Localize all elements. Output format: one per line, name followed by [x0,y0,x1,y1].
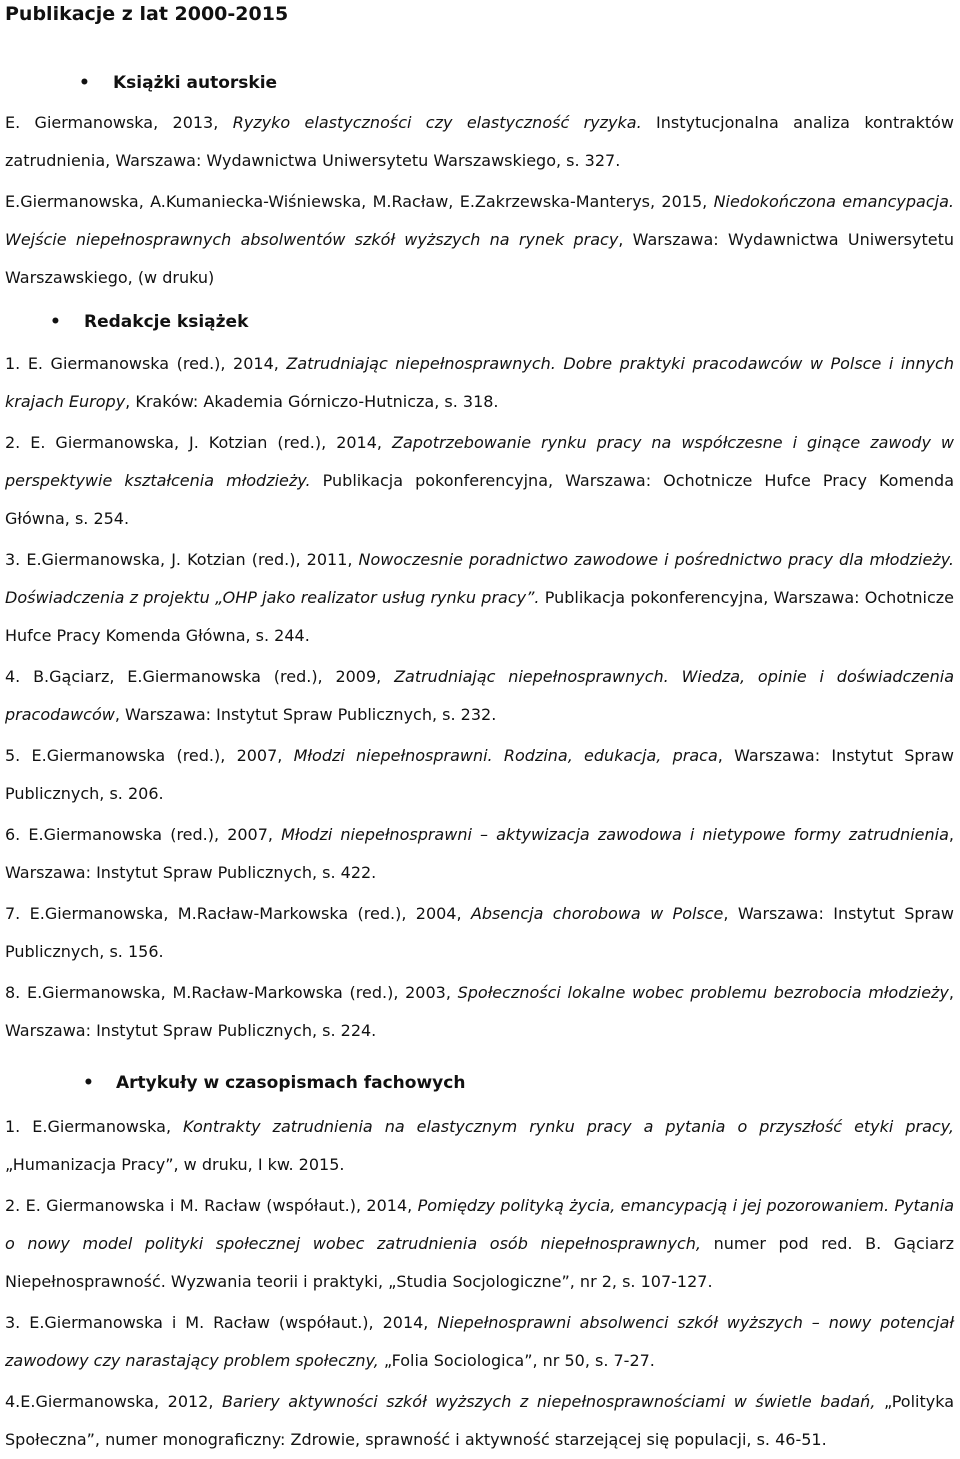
section-edited-books [5,311,954,1050]
publication-title: Pomiędzy polityką życia, emancypacją i jej pozorowaniem. Pytania o nowy model polityki społecznej wobec zatrudnienia osób niepełnosprawnych, [5,1196,954,1253]
publication-entry [5,658,954,734]
entries-edited-books [5,345,954,1050]
publication-entry [5,974,954,1050]
publication-title: Zapotrzebowanie rynku pracy na współczesne i ginące zawody w perspektywie kształcenia młodzieży. [5,433,955,490]
publication-text: 6. E.Giermanowska (red.), 2007, [5,825,282,844]
publication-text: „Folia Sociologica”, nr 50, s. 7-27. [378,1351,655,1370]
publication-title: Zatrudniając niepełnosprawnych. Wiedza, opinie i doświadczenia pracodawców [5,667,955,724]
publication-text: , Warszawa: Wydawnictwa Uniwersytetu Warszawskiego, (w druku) [5,230,954,287]
publication-title: Młodzi niepełnosprawni. Rodzina, edukacja, praca [293,746,718,765]
page-title: Publikacje z lat 2000-2015 [5,3,289,25]
bullet-icon: • [50,312,61,332]
section-heading-articles [5,1072,954,1094]
publication-text: , Warszawa: Instytut Spraw Publicznych, s. 206. [5,746,954,803]
section-heading-text: Książki autorskie [113,73,278,93]
publication-text: 2. E. Giermanowska i M. Racław (współaut.), 2014, [5,1196,418,1215]
publication-text: 1. E. Giermanowska (red.), 2014, [5,354,287,373]
publication-text: „Humanizacja Pracy”, w druku, I kw. 2015. [5,1155,345,1174]
publication-text: 8. E.Giermanowska, M.Racław-Markowska (red.), 2003, [5,983,458,1002]
publication-text: , Warszawa: Instytut Spraw Publicznych, s. 156. [5,904,955,961]
publication-text: Publikacja pokonferencyjna, Warszawa: Ochotnicze Hufce Pracy Komenda Główna, s. 254. [5,471,954,528]
publication-entry [5,816,954,892]
section-heading-text: Artykuły w czasopismach fachowych [116,1073,466,1093]
publication-text: , Warszawa: Instytut Spraw Publicznych, s. 224. [5,983,954,1040]
publication-entry [5,104,954,180]
section-heading-text: Redakcje książek [84,312,249,332]
publication-entry [5,183,954,297]
publication-entry [5,1187,954,1301]
publication-title: Nowoczesnie poradnictwo zawodowe i pośrednictwo pracy dla młodzieży. Doświadczenia z projektu „OHP jako realizator usług rynku pracy”. [5,550,954,607]
publication-title: Niedokończona emancypacja. Wejście niepełnosprawnych absolwentów szkół wyższych na rynek pracy [5,192,954,249]
entries-books [5,104,954,297]
publication-text: Publikacja pokonferencyjna, Warszawa: Ochotnicze Hufce Pracy Komenda Główna, s. 244. [5,588,955,645]
publication-entry [5,1108,954,1184]
bullet-icon: • [83,1073,94,1093]
publication-text: , Warszawa: Instytut Spraw Publicznych, s. 422. [5,825,954,882]
publication-text: 3. E.Giermanowska, J. Kotzian (red.), 2011, [5,550,359,569]
publication-title: Młodzi niepełnosprawni – aktywizacja zawodowa i nietypowe formy zatrudnienia [281,825,949,844]
publication-text: , Kraków: Akademia Górniczo-Hutnicza, s. 318. [125,392,499,411]
publication-entry [5,895,954,971]
publication-title: Absencja chorobowa w Polsce [470,904,724,923]
publication-title: Społeczności lokalne wobec problemu bezrobocia młodzieży [457,983,949,1002]
publication-entry [5,541,954,655]
bullet-icon: • [79,73,90,93]
section-heading-edited-books [5,311,954,333]
publication-text: 7. E.Giermanowska, M.Racław-Markowska (red.), 2004, [5,904,471,923]
publication-entry [5,345,954,421]
publication-title: Bariery aktywności szkół wyższych z niepełnosprawnościami w świetle badań, [222,1392,876,1411]
publication-entry [5,1304,954,1380]
publication-text: E.Giermanowska, A.Kumaniecka-Wiśniewska, M.Racław, E.Zakrzewska-Manterys, 2015, [5,192,714,211]
publication-text: , Warszawa: Instytut Spraw Publicznych, s. 232. [114,705,497,724]
publication-text: Instytucjonalna analiza kontraktów zatrudnienia, Warszawa: Wydawnictwa Uniwersytetu Warszawskiego, s. 327. [5,113,955,170]
publication-entry [5,1383,954,1459]
publication-text: E. Giermanowska, 2013, [5,113,233,132]
publication-entry [5,424,954,538]
publication-title: Ryzyko elastyczności czy elastyczność ryzyka. [232,113,642,132]
publication-title: Zatrudniając niepełnosprawnych. Dobre praktyki pracodawców w Polsce i innych krajach Europy [5,354,954,411]
publication-text: „Polityka Społeczna”, numer monograficzny: Zdrowie, sprawność i aktywność starzejącej się populacji, s. 46-51. [5,1392,954,1449]
publication-text: 2. E. Giermanowska, J. Kotzian (red.), 2014, [5,433,392,452]
publication-text: 4.E.Giermanowska, 2012, [5,1392,223,1411]
publication-text: 4. B.Gąciarz, E.Giermanowska (red.), 2009, [5,667,395,686]
publication-text: 3. E.Giermanowska i M. Racław (współaut.), 2014, [5,1313,438,1332]
publication-entry [5,737,954,813]
publication-text: 5. E.Giermanowska (red.), 2007, [5,746,294,765]
section-heading-books [5,72,954,94]
section-books [5,72,954,297]
publication-title: Niepełnosprawni absolwenci szkół wyższych – nowy potencjał zawodowy czy narastający problem społeczny, [5,1313,954,1370]
section-articles [5,1072,954,1459]
entries-articles [5,1108,954,1459]
publication-text: numer pod red. B. Gąciarz Niepełnosprawność. Wyzwania teorii i praktyki, „Studia Socjologiczne”, nr 2, s. 107-127. [5,1234,954,1291]
publication-text: 1. E.Giermanowska, [5,1117,184,1136]
publication-title: Kontrakty zatrudnienia na elastycznym rynku pracy a pytania o przyszłość etyki pracy, [183,1117,954,1136]
